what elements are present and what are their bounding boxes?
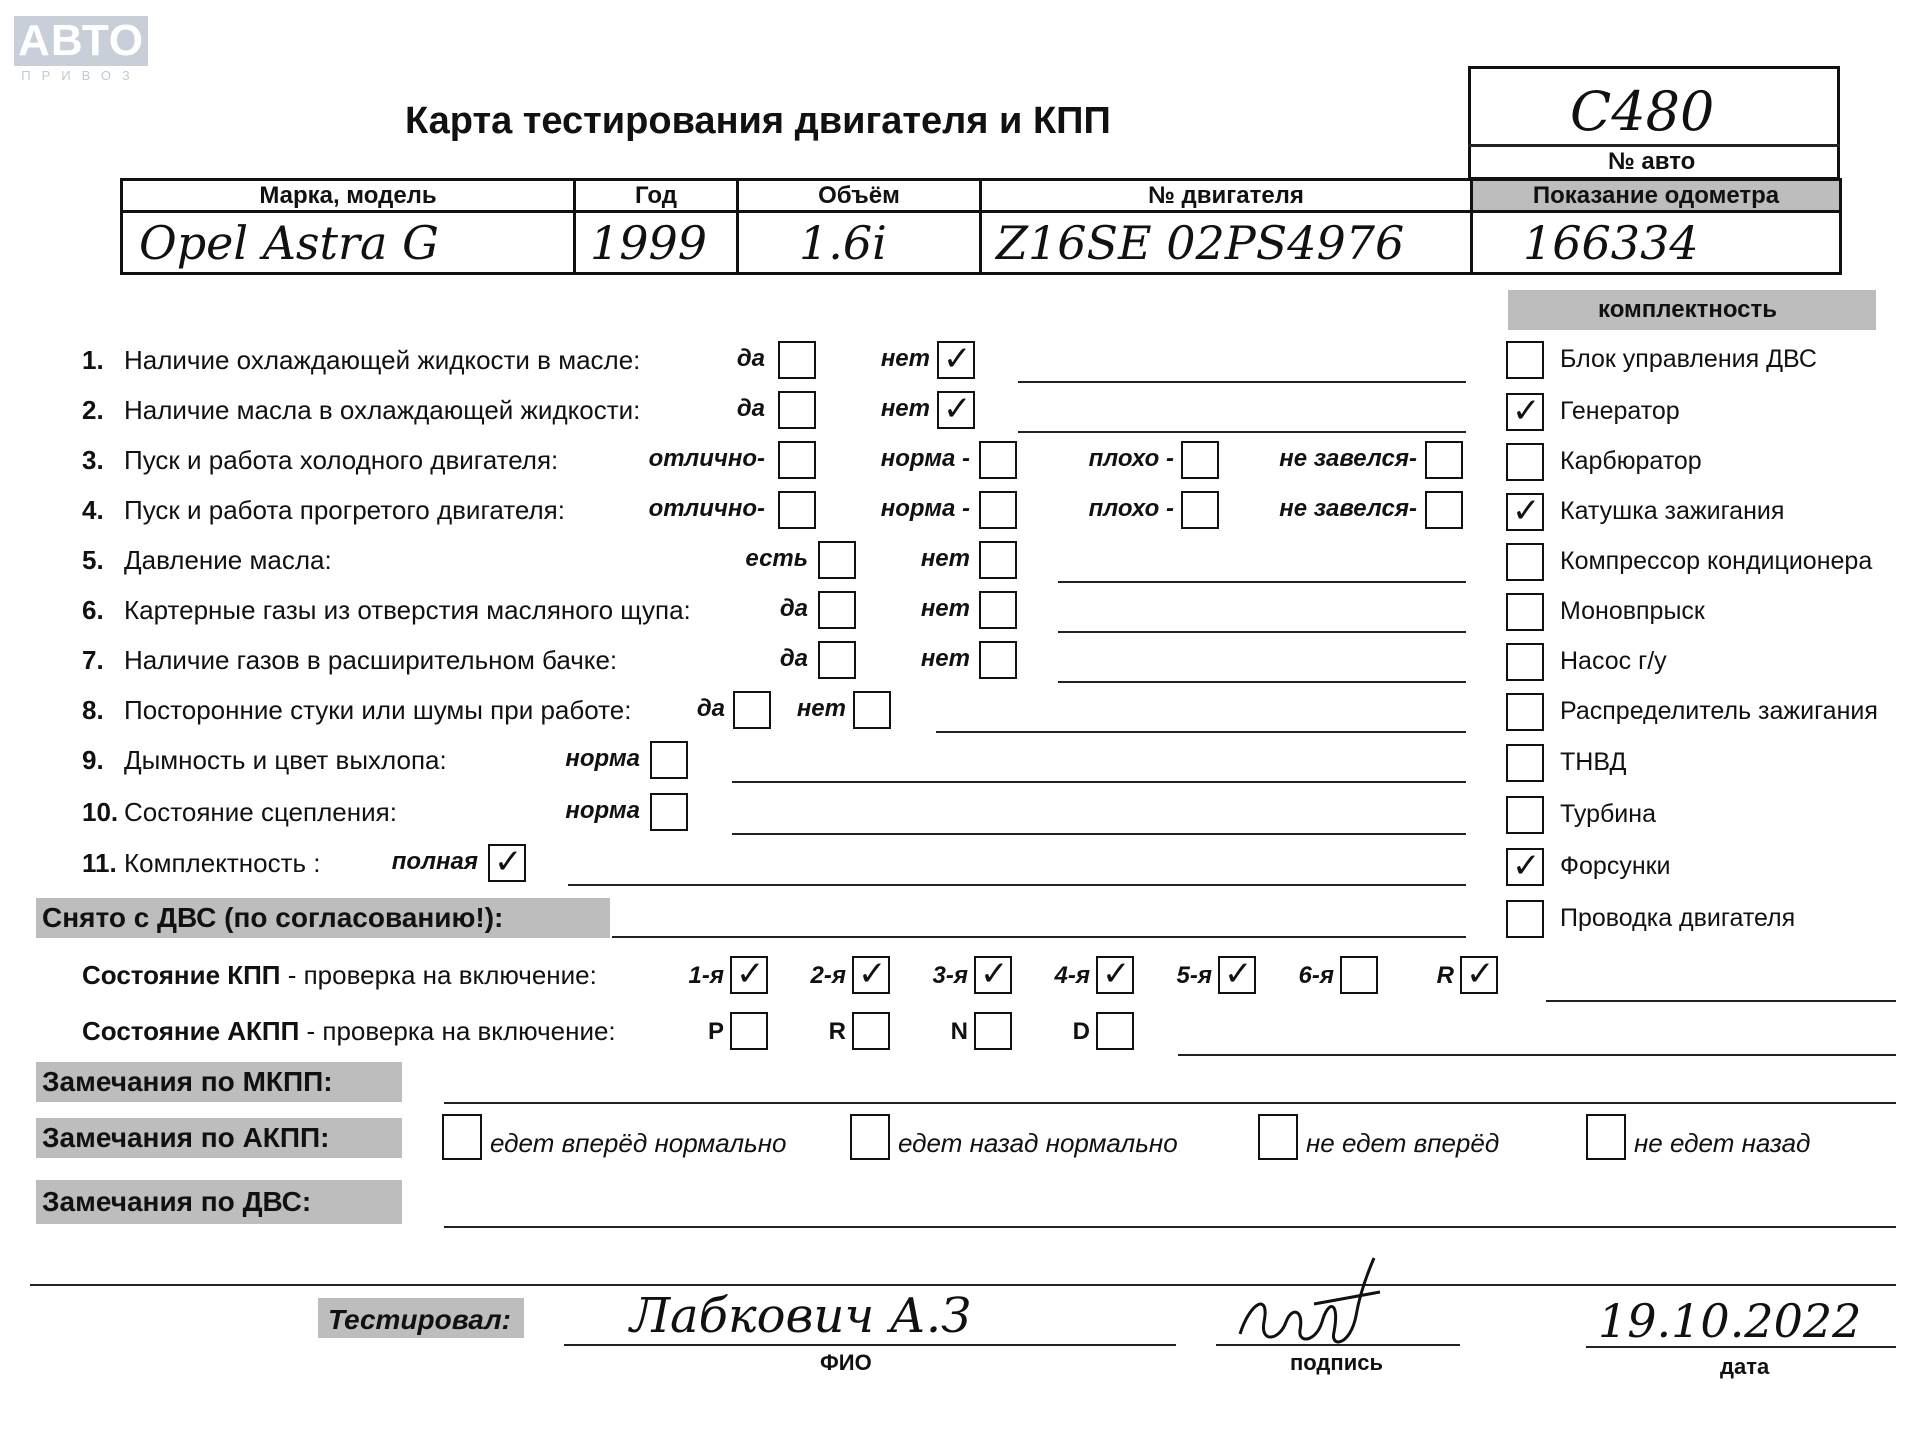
year-label: Год (635, 181, 677, 209)
tester-name-caption: ФИО (820, 1350, 872, 1375)
answer-line (1018, 431, 1466, 433)
option-label: да (736, 395, 765, 422)
option-label: отлично- (648, 445, 765, 472)
option-checkbox[interactable] (979, 441, 1017, 479)
gear-checkbox[interactable] (730, 956, 768, 994)
completeness-checkbox[interactable] (1506, 848, 1544, 886)
completeness-item-label: Карбюратор (1560, 447, 1702, 475)
completeness-checkbox[interactable] (1506, 744, 1544, 782)
option-label: нет (920, 595, 970, 622)
option-label: полная (391, 848, 478, 875)
option-checkbox[interactable] (818, 541, 856, 579)
answer-line (732, 833, 1466, 835)
gear-label: 5-я (1176, 962, 1212, 989)
akpp-remark-label: едет назад нормально (898, 1128, 1178, 1158)
completeness-checkbox[interactable] (1506, 900, 1544, 938)
removed-label: Снято с ДВС (по согласованию!): (42, 902, 504, 933)
gear-label: 4-я (1054, 962, 1090, 989)
option-checkbox[interactable] (1181, 491, 1219, 529)
option-label: нет (880, 345, 930, 372)
completeness-checkbox[interactable] (1506, 593, 1544, 631)
answer-line (1058, 681, 1466, 683)
question-number: 6. (82, 595, 104, 625)
answer-line (568, 884, 1466, 886)
option-checkbox[interactable] (818, 641, 856, 679)
question-text: Картерные газы из отверстия масляного щупа: (124, 595, 691, 625)
question-number: 4. (82, 495, 104, 525)
vehicle-header-table (120, 178, 1842, 275)
gear-checkbox[interactable] (852, 956, 890, 994)
remarks-mkpp-label: Замечания по МКПП: (42, 1066, 333, 1097)
volume-label: Объём (818, 181, 900, 209)
completeness-item-label: Компрессор кондиционера (1560, 547, 1873, 575)
gear-label: 2-я (810, 962, 846, 989)
page-title: Карта тестирования двигателя и КПП (405, 100, 1111, 142)
option-checkbox[interactable] (979, 541, 1017, 579)
question-number: 3. (82, 445, 104, 475)
answer-line (732, 781, 1466, 783)
akpp-remark-checkbox[interactable] (442, 1114, 482, 1160)
completeness-checkbox[interactable] (1506, 393, 1544, 431)
akpp-mode-checkbox[interactable] (1096, 1012, 1134, 1050)
option-label: норма - (880, 445, 970, 472)
option-label: не завелся- (1279, 495, 1417, 522)
tester-name-value: Лабкович А.З (630, 1288, 972, 1344)
make-label: Марка, модель (259, 181, 437, 209)
question-text: Наличие газов в расширительном бачке: (124, 645, 618, 675)
option-checkbox[interactable] (979, 641, 1017, 679)
gear-label: R (1436, 962, 1454, 989)
signature-caption: подпись (1290, 1350, 1383, 1375)
completeness-checkbox[interactable] (1506, 493, 1544, 531)
completeness-title: комплектность (1598, 296, 1778, 323)
option-label: нет (920, 645, 970, 672)
option-checkbox[interactable] (937, 341, 975, 379)
odometer-label: Показание одометра (1532, 181, 1780, 209)
completeness-checkbox[interactable] (1506, 643, 1544, 681)
question-number: 10. (82, 797, 119, 827)
akpp-remark-checkbox[interactable] (850, 1114, 890, 1160)
completeness-checkbox[interactable] (1506, 543, 1544, 581)
completeness-item-label: Распределитель зажигания (1560, 697, 1878, 725)
completeness-item-label: Блок управления ДВС (1560, 345, 1817, 373)
option-checkbox[interactable] (979, 491, 1017, 529)
akpp-mode-checkbox[interactable] (974, 1012, 1012, 1050)
question-number: 2. (82, 395, 104, 425)
option-label: да (779, 645, 808, 672)
completeness-item-label: Проводка двигателя (1560, 904, 1796, 932)
gear-checkbox[interactable] (974, 956, 1012, 994)
question-number: 11. (82, 848, 117, 878)
gear-label: 1-я (688, 962, 724, 989)
option-checkbox[interactable] (488, 844, 526, 882)
option-checkbox[interactable] (818, 591, 856, 629)
akpp-mode-checkbox[interactable] (852, 1012, 890, 1050)
completeness-checkbox[interactable] (1506, 443, 1544, 481)
question-text: Состояние сцепления: (124, 797, 397, 827)
option-label: отлично- (648, 495, 765, 522)
question-text: Дымность и цвет выхлопа: (124, 745, 447, 775)
gear-label: 6-я (1298, 962, 1334, 989)
akpp-remark-label: не едет назад (1634, 1128, 1811, 1158)
answer-line (1058, 631, 1466, 633)
option-checkbox[interactable] (778, 441, 816, 479)
question-number: 8. (82, 695, 104, 725)
option-checkbox[interactable] (853, 691, 891, 729)
answer-line (1058, 581, 1466, 583)
question-number: 5. (82, 545, 104, 575)
gear-label: 3-я (932, 962, 968, 989)
question-text: Пуск и работа прогретого двигателя: (124, 495, 565, 525)
option-label: да (736, 345, 765, 372)
volume-value: 1.6i (799, 215, 887, 270)
question-text: Наличие масла в охлаждающей жидкости: (124, 395, 641, 425)
question-text: Пуск и работа холодного двигателя: (124, 445, 559, 475)
akpp-remark-checkbox[interactable] (1258, 1114, 1298, 1160)
akpp-remark-label: не едет вперёд (1306, 1128, 1500, 1158)
akpp-mode-label: P (707, 1018, 724, 1045)
option-checkbox[interactable] (733, 691, 771, 729)
completeness-item-label: Форсунки (1560, 852, 1671, 880)
completeness-checkbox[interactable] (1506, 341, 1544, 379)
option-checkbox[interactable] (1425, 441, 1463, 479)
auto-number-value: C480 (1570, 80, 1715, 143)
gear-checkbox[interactable] (1460, 956, 1498, 994)
make-value: Opel Astra G (139, 215, 439, 270)
option-checkbox[interactable] (650, 793, 688, 831)
tested-label: Тестировал: (328, 1304, 511, 1335)
akpp-mode-label: N (950, 1018, 968, 1045)
year-value: 1999 (590, 215, 708, 270)
option-checkbox[interactable] (778, 341, 816, 379)
auto-number-label: № авто (1608, 148, 1696, 175)
option-checkbox[interactable] (650, 741, 688, 779)
option-label: нет (880, 395, 930, 422)
option-label: норма - (880, 495, 970, 522)
akpp-remark-label: едет вперёд нормально (490, 1128, 787, 1158)
completeness-checkbox[interactable] (1506, 693, 1544, 731)
option-label: есть (745, 545, 808, 572)
option-label: норма (565, 745, 640, 772)
question-text: Наличие охлаждающей жидкости в масле: (124, 345, 641, 375)
date-caption: дата (1720, 1354, 1770, 1379)
question-number: 1. (82, 345, 104, 375)
question-number: 9. (82, 745, 104, 775)
option-checkbox[interactable] (778, 391, 816, 429)
question-text: Давление масла: (124, 545, 332, 575)
gear-checkbox[interactable] (1218, 956, 1256, 994)
engine-number-value: Z16SE 02PS4976 (996, 215, 1405, 270)
kpp-label: Состояние КПП - проверка на включение: (82, 960, 597, 990)
option-label: нет (920, 545, 970, 572)
engine-number-label: № двигателя (1148, 181, 1304, 209)
akpp-remark-checkbox[interactable] (1586, 1114, 1626, 1160)
logo: АВТО (14, 16, 148, 66)
question-text: Посторонние стуки или шумы при работе: (124, 695, 632, 725)
odometer-value: 166334 (1523, 215, 1699, 270)
remarks-dvs-label: Замечания по ДВС: (42, 1186, 312, 1217)
answer-line (1018, 381, 1466, 383)
option-checkbox[interactable] (937, 391, 975, 429)
gear-checkbox[interactable] (1096, 956, 1134, 994)
option-checkbox[interactable] (1425, 491, 1463, 529)
completeness-checkbox[interactable] (1506, 796, 1544, 834)
akpp-mode-checkbox[interactable] (730, 1012, 768, 1050)
option-label: нет (796, 695, 846, 722)
completeness-item-label: Генератор (1560, 397, 1680, 425)
option-checkbox[interactable] (778, 491, 816, 529)
option-label: да (779, 595, 808, 622)
option-label: норма (565, 797, 640, 824)
answer-line (936, 731, 1466, 733)
completeness-item-label: Моновпрыск (1560, 597, 1705, 625)
remarks-akpp-label: Замечания по АКПП: (42, 1122, 330, 1153)
akpp-label: Состояние АКПП - проверка на включение: (82, 1016, 616, 1046)
akpp-mode-label: R (828, 1018, 846, 1045)
date-value: 19.10.2022 (1598, 1294, 1862, 1348)
completeness-item-label: Катушка зажигания (1560, 497, 1785, 525)
option-label: плохо - (1088, 495, 1174, 522)
question-text: Комплектность : (124, 848, 321, 878)
gear-checkbox[interactable] (1340, 956, 1378, 994)
logo-subtitle: ПРИВОЗ (21, 68, 141, 83)
option-checkbox[interactable] (979, 591, 1017, 629)
completeness-item-label: Насос г/у (1560, 647, 1667, 675)
completeness-item-label: Турбина (1560, 800, 1656, 828)
question-number: 7. (82, 645, 104, 675)
option-label: не завелся- (1279, 445, 1417, 472)
option-label: да (696, 695, 725, 722)
option-label: плохо - (1088, 445, 1174, 472)
option-checkbox[interactable] (1181, 441, 1219, 479)
completeness-item-label: ТНВД (1560, 748, 1627, 776)
akpp-mode-label: D (1072, 1018, 1090, 1045)
